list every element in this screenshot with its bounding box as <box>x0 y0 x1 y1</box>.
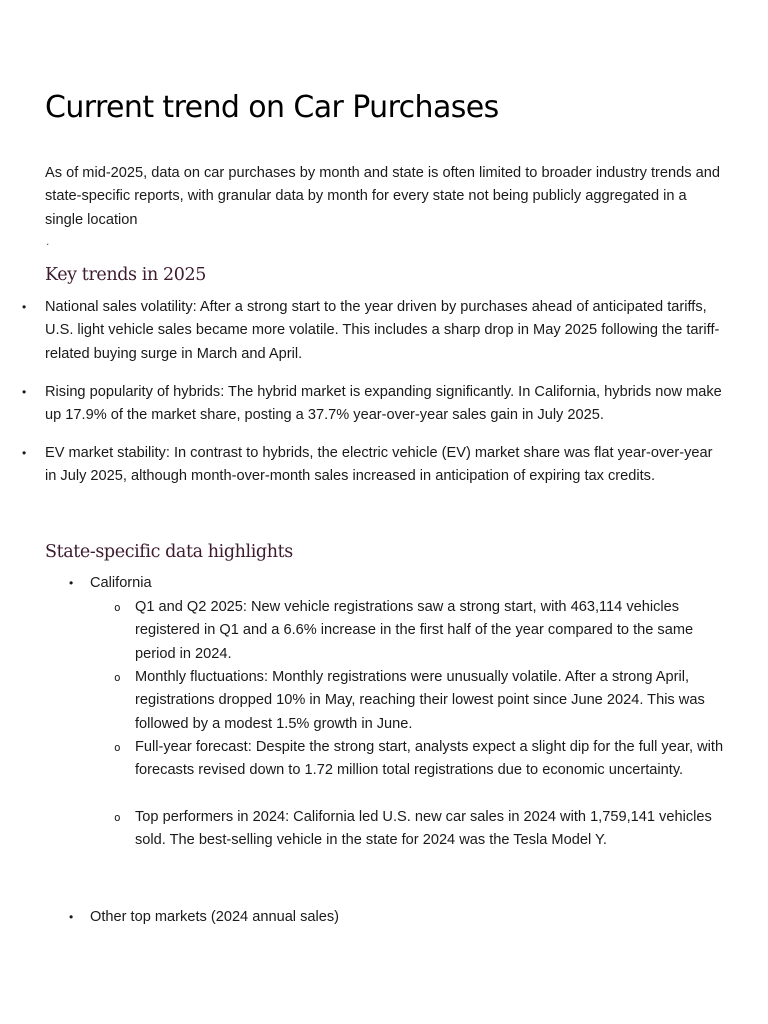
sub-bullet-marker: o <box>114 811 121 824</box>
key-trend-text: EV market stability: In contrast to hybrids, the electric vehicle (EV) market share was flat year-over-year in July 2025, although month-over-month sales increased in anticipation of expiring tax credits. <box>45 445 713 485</box>
sub-bullet-marker: o <box>114 601 121 614</box>
key-trend-item <box>22 381 725 428</box>
california-subitem <box>114 736 725 783</box>
bullet-marker: • <box>69 910 74 924</box>
sub-bullet-marker: o <box>114 671 121 684</box>
state-item-california <box>69 572 152 595</box>
california-subitem-text: Full-year forecast: Despite the strong start, analysts expect a slight dip for the full year, with forecasts revised down to 1.72 million total registrations due to economic uncertainty. <box>135 739 724 779</box>
key-trends-heading: Key trends in 2025 <box>45 265 206 285</box>
california-subitem-text: Top performers in 2024: California led U.S. new car sales in 2024 with 1,759,141 vehicles sold. The best-selling vehicle in the state for 2024 was the Tesla Model Y. <box>135 809 712 849</box>
bullet-marker: • <box>22 300 27 314</box>
bullet-marker: • <box>22 385 27 399</box>
key-trend-item <box>22 442 725 489</box>
intro-paragraph: As of mid-2025, data on car purchases by month and state is often limited to broader industry trends and state-specific reports, with granular data by month for every state not being publicly aggregated in a single location <box>45 165 720 228</box>
other-markets-label: Other top markets (2024 annual sales) <box>90 909 340 925</box>
california-subitem-text: Q1 and Q2 2025: New vehicle registrations saw a strong start, with 463,114 vehicles registered in Q1 and a 6.6% increase in the first half of the year compared to the same period in 2024. <box>135 599 694 662</box>
state-data-heading: State-specific data highlights <box>45 542 293 562</box>
key-trend-text: National sales volatility: After a strong start to the year driven by purchases ahead of anticipated tariffs, U.S. light vehicle sales became more volatile. This includes a sharp drop in May 2025 following the tariff-related buying surge in March and April. <box>45 299 720 362</box>
state-item-other-markets <box>69 906 340 929</box>
bullet-marker: • <box>69 576 74 590</box>
california-subitem-text: Monthly fluctuations: Monthly registrations were unusually volatile. After a strong April, registrations dropped 10% in May, reaching their lowest point since June 2024. This was followed by a modest 1.5% growth in June. <box>135 669 705 732</box>
bullet-marker: • <box>22 446 27 460</box>
california-subitem <box>114 666 725 736</box>
intro-trailing-dot: . <box>46 234 50 248</box>
key-trend-item <box>22 296 725 366</box>
key-trend-text: Rising popularity of hybrids: The hybrid market is expanding significantly. In California, hybrids now make up 17.9% of the market share, posting a 37.7% year-over-year sales gain in July 2025. <box>45 384 722 424</box>
california-subitem <box>114 806 725 853</box>
sub-bullet-marker: o <box>114 741 121 754</box>
california-subitem <box>114 596 725 666</box>
state-label: California <box>90 575 152 591</box>
page-title: Current trend on Car Purchases <box>45 90 499 125</box>
